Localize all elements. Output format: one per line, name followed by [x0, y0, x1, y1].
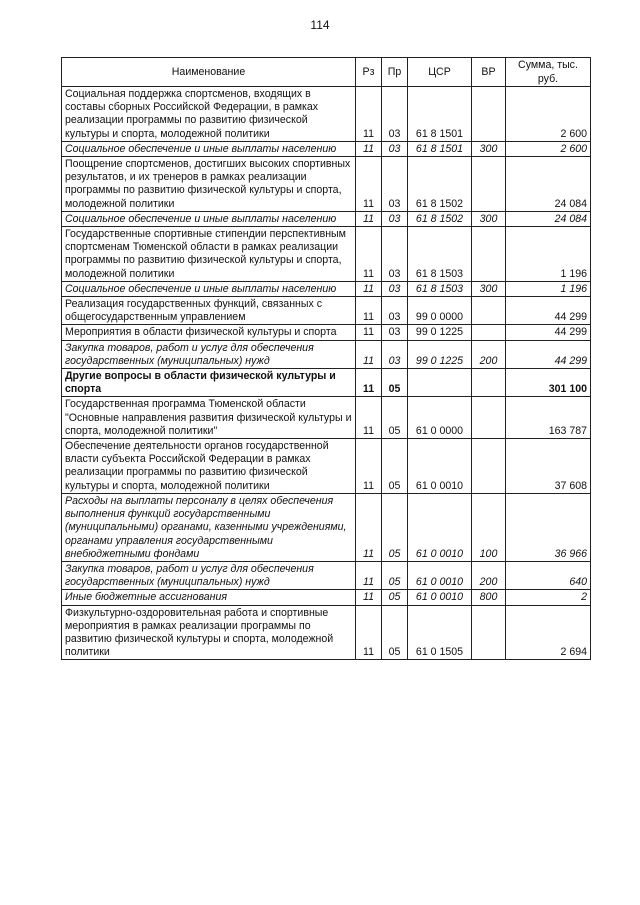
cell-pr: 05 — [382, 605, 408, 660]
header-name: Наименование — [62, 58, 356, 87]
cell-rz: 11 — [356, 561, 382, 589]
cell-name: Социальная поддержка спортсменов, входящих в составы сборных Российской Федерации, в рамках реализации программы по развитию физической культуры и спорта, молодежной политики — [62, 87, 356, 142]
cell-csr: 61 8 1502 — [408, 211, 472, 226]
cell-pr: 03 — [382, 227, 408, 282]
cell-sum: 2 600 — [506, 87, 591, 142]
cell-rz: 11 — [356, 325, 382, 340]
cell-pr: 05 — [382, 369, 408, 397]
cell-name: Закупка товаров, работ и услуг для обеспечения государственных (муниципальных) нужд — [62, 561, 356, 589]
cell-csr: 99 0 0000 — [408, 297, 472, 325]
table-row — [62, 87, 591, 142]
cell-rz: 11 — [356, 281, 382, 296]
table-row — [62, 605, 591, 660]
table-row — [62, 227, 591, 282]
cell-csr: 61 8 1503 — [408, 227, 472, 282]
cell-pr: 03 — [382, 325, 408, 340]
table-row — [62, 157, 591, 212]
cell-sum: 301 100 — [506, 369, 591, 397]
cell-name: Реализация государственных функций, связанных с общегосударственным управлением — [62, 297, 356, 325]
cell-csr: 61 8 1503 — [408, 281, 472, 296]
table-row — [62, 340, 591, 368]
cell-name: Социальное обеспечение и иные выплаты населению — [62, 141, 356, 156]
cell-name: Иные бюджетные ассигнования — [62, 590, 356, 605]
cell-name: Физкультурно-оздоровительная работа и спортивные мероприятия в рамках реализации программы по развитию физической культуры и спорта, молодежной политики — [62, 605, 356, 660]
cell-csr: 99 0 1225 — [408, 340, 472, 368]
table-header-row — [62, 58, 591, 87]
cell-sum: 1 196 — [506, 227, 591, 282]
cell-pr: 05 — [382, 561, 408, 589]
cell-vr: 200 — [472, 561, 506, 589]
cell-rz: 11 — [356, 439, 382, 494]
page-number: 114 — [310, 18, 330, 32]
cell-sum: 36 966 — [506, 493, 591, 561]
table-row — [62, 439, 591, 494]
cell-csr: 99 0 1225 — [408, 325, 472, 340]
table-row — [62, 297, 591, 325]
cell-sum: 44 299 — [506, 340, 591, 368]
cell-pr: 03 — [382, 340, 408, 368]
cell-csr: 61 8 1501 — [408, 87, 472, 142]
cell-vr — [472, 439, 506, 494]
cell-vr — [472, 87, 506, 142]
cell-pr: 05 — [382, 397, 408, 439]
cell-csr: 61 8 1502 — [408, 157, 472, 212]
cell-vr — [472, 297, 506, 325]
cell-vr: 300 — [472, 211, 506, 226]
cell-pr: 03 — [382, 281, 408, 296]
cell-name: Другие вопросы в области физической культуры и спорта — [62, 369, 356, 397]
table-row — [62, 493, 591, 561]
cell-vr: 300 — [472, 141, 506, 156]
table-row — [62, 141, 591, 156]
cell-sum: 24 084 — [506, 157, 591, 212]
table-row — [62, 325, 591, 340]
table-row — [62, 397, 591, 439]
cell-sum: 2 694 — [506, 605, 591, 660]
cell-vr — [472, 157, 506, 212]
cell-vr — [472, 369, 506, 397]
cell-rz: 11 — [356, 605, 382, 660]
cell-vr: 800 — [472, 590, 506, 605]
cell-vr — [472, 605, 506, 660]
cell-csr: 61 8 1501 — [408, 141, 472, 156]
header-sum: Сумма, тыс. руб. — [506, 58, 591, 87]
cell-pr: 03 — [382, 297, 408, 325]
cell-rz: 11 — [356, 340, 382, 368]
cell-pr: 05 — [382, 590, 408, 605]
cell-name: Обеспечение деятельности органов государственной власти субъекта Российской Федерации в рамках реализации программы по развитию физической культуры и спорта, молодежной политики — [62, 439, 356, 494]
cell-sum: 37 608 — [506, 439, 591, 494]
cell-sum: 1 196 — [506, 281, 591, 296]
cell-rz: 11 — [356, 157, 382, 212]
cell-pr: 05 — [382, 439, 408, 494]
cell-sum: 44 299 — [506, 325, 591, 340]
cell-name: Мероприятия в области физической культуры и спорта — [62, 325, 356, 340]
header-vr: ВР — [472, 58, 506, 87]
cell-rz: 11 — [356, 493, 382, 561]
cell-sum: 163 787 — [506, 397, 591, 439]
cell-pr: 05 — [382, 493, 408, 561]
cell-csr: 61 0 0010 — [408, 493, 472, 561]
cell-rz: 11 — [356, 211, 382, 226]
header-pr: Пр — [382, 58, 408, 87]
table-row — [62, 590, 591, 605]
cell-vr: 300 — [472, 281, 506, 296]
cell-vr — [472, 325, 506, 340]
cell-name: Государственная программа Тюменской области "Основные направления развития физической культуры и спорта, молодежной политики" — [62, 397, 356, 439]
table-row — [62, 561, 591, 589]
cell-vr: 200 — [472, 340, 506, 368]
cell-pr: 03 — [382, 211, 408, 226]
table-row — [62, 211, 591, 226]
cell-sum: 640 — [506, 561, 591, 589]
cell-vr — [472, 397, 506, 439]
cell-pr: 03 — [382, 157, 408, 212]
table-row — [62, 281, 591, 296]
cell-rz: 11 — [356, 369, 382, 397]
budget-table — [61, 57, 591, 660]
cell-rz: 11 — [356, 297, 382, 325]
cell-name: Закупка товаров, работ и услуг для обеспечения государственных (муниципальных) нужд — [62, 340, 356, 368]
cell-sum: 24 084 — [506, 211, 591, 226]
cell-pr: 03 — [382, 87, 408, 142]
cell-rz: 11 — [356, 397, 382, 439]
cell-rz: 11 — [356, 227, 382, 282]
cell-csr: 61 0 0010 — [408, 561, 472, 589]
cell-name: Государственные спортивные стипендии перспективным спортсменам Тюменской области в рамках реализации программы по развитию физической культуры и спорта, молодежной политики — [62, 227, 356, 282]
cell-csr: 61 0 1505 — [408, 605, 472, 660]
cell-rz: 11 — [356, 141, 382, 156]
cell-rz: 11 — [356, 87, 382, 142]
cell-sum: 44 299 — [506, 297, 591, 325]
cell-csr: 61 0 0000 — [408, 397, 472, 439]
header-rz: Рз — [356, 58, 382, 87]
cell-sum: 2 600 — [506, 141, 591, 156]
table-row — [62, 369, 591, 397]
cell-pr: 03 — [382, 141, 408, 156]
table-body — [62, 87, 591, 660]
cell-sum: 2 — [506, 590, 591, 605]
cell-rz: 11 — [356, 590, 382, 605]
cell-name: Социальное обеспечение и иные выплаты населению — [62, 211, 356, 226]
cell-vr: 100 — [472, 493, 506, 561]
cell-vr — [472, 227, 506, 282]
cell-name: Расходы на выплаты персоналу в целях обеспечения выполнения функций государственными (муниципальными) органами, казенными учреждениями, органами управления государственными внебюджетными фондами — [62, 493, 356, 561]
cell-csr — [408, 369, 472, 397]
header-csr: ЦСР — [408, 58, 472, 87]
cell-csr: 61 0 0010 — [408, 590, 472, 605]
cell-name: Социальное обеспечение и иные выплаты населению — [62, 281, 356, 296]
cell-name: Поощрение спортсменов, достигших высоких спортивных результатов, и их тренеров в рамках реализации программы по развитию физической культуры и спорта, молодежной политики — [62, 157, 356, 212]
cell-csr: 61 0 0010 — [408, 439, 472, 494]
